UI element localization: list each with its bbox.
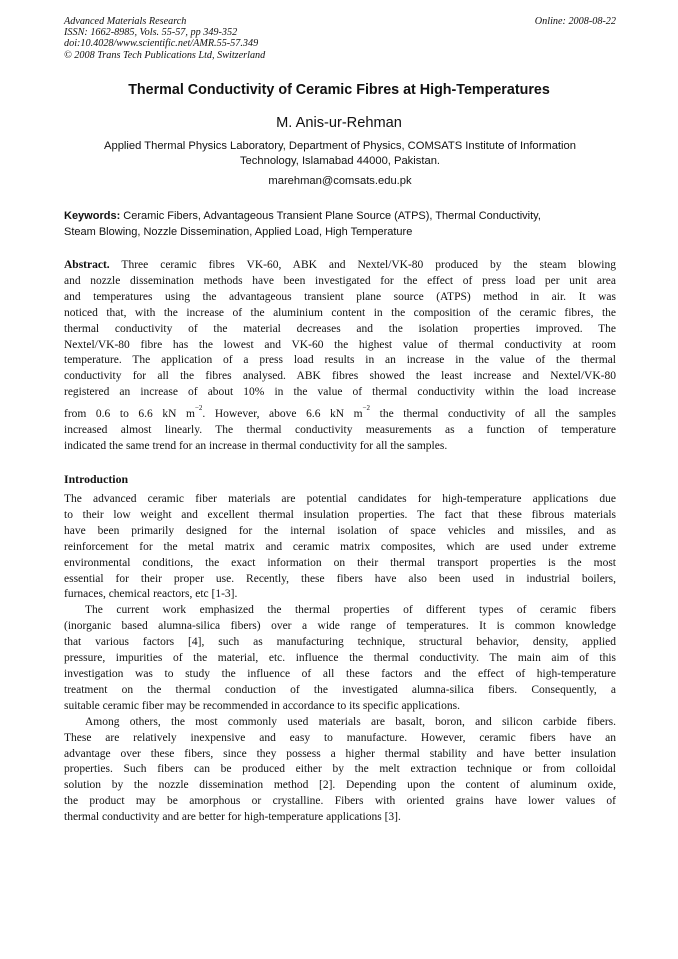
abstract-text: the thermal conductivity of all the samples [370, 408, 616, 421]
abstract-label: Abstract. [64, 259, 110, 271]
abstract-text: thermal conductivity of the material decreases and the isolation properties improved. The [64, 322, 616, 335]
doi-line: doi:10.4028/www.scientific.net/AMR.55-57.349 [64, 38, 259, 50]
section-heading: Introduction [64, 472, 129, 486]
body-line: reinforcement for the metal matrix and ceramic matrix composites, which are used under extreme [64, 540, 616, 553]
abstract-text: temperature. The application of a press load results in an increase in the value of the thermal [64, 354, 616, 367]
body-line: advantage over these fibers, since they possess a higher thermal stability and have better insulation [64, 747, 616, 760]
body-line: treatment on the thermal conduction of the investigated alumna-silica fibers. Consequently, a [64, 683, 616, 696]
body-line: essential for their proper use. Recently, these fibers have also been used in industrial boilers, [64, 572, 616, 585]
affiliation-line: Technology, Islamabad 44000, Pakistan. [239, 154, 441, 167]
body-line: the product may be amorphous or crystalline. Fibers with oriented grains have lower values of [64, 795, 616, 808]
keywords-text: Ceramic Fibers, Advantageous Transient Plane Source (ATPS), Thermal Conductivity, [120, 210, 541, 222]
body-line: properties. Such fibers can be produced either by the melt extraction technique or from colloidal [64, 763, 616, 776]
superscript: −2 [362, 404, 371, 413]
abstract [64, 258, 616, 455]
author-name: M. Anis-ur-Rehman [276, 115, 402, 131]
body-line: (inorganic based alumna-silica fibers) over a wide range of temperatures. It is common knowledge [64, 620, 616, 633]
keywords [64, 208, 616, 240]
body-line: have been primarily designed for the internal isolation of space vehicles and missiles, and as [64, 524, 616, 537]
body-line: environmental conditions, the exact information on their thermal transport properties is the most [64, 556, 616, 569]
body-line: These are relatively inexpensive and easy to manufacture. However, ceramic fibers have an [64, 731, 616, 744]
body-line: Among others, the most commonly used materials are basalt, boron, and silicon carbide fibers. [85, 715, 616, 728]
body-line: furnaces, chemical reactors, etc [1-3]. [64, 588, 238, 601]
body-line: The current work emphasized the thermal properties of different types of ceramic fibers [85, 604, 616, 617]
abstract-text: . However, above 6.6 kN m [202, 408, 363, 421]
issn-line: ISSN: 1662-8985, Vols. 55-57, pp 349-352 [64, 27, 238, 39]
affiliation-line: Applied Thermal Physics Laboratory, Department of Physics, COMSATS Institute of Information [104, 140, 576, 152]
abstract-text: conductivity for all the fibres analysed. ABK fibres showed the least increase and Nextel/VK-80 [64, 370, 616, 383]
body-line: that various factors [4], such as manufacturing technique, structural behavior, density, applied [64, 636, 616, 649]
abstract-text: noticed that, with the increase of the aluminium content in the composition of the ceramic fibres, the [64, 306, 616, 319]
body-line: The advanced ceramic fiber materials are potential candidates for high-temperature applications due [64, 493, 616, 505]
author-email: marehman@comsats.edu.pk [268, 175, 412, 187]
abstract-text: from 0.6 to 6.6 kN m [64, 408, 195, 421]
keywords-text: Steam Blowing, Nozzle Dissemination, Applied Load, High Temperature [64, 226, 413, 238]
copyright-line: © 2008 Trans Tech Publications Ltd, Switzerland [64, 49, 266, 61]
journal-header [64, 16, 616, 61]
journal-name: Advanced Materials Research [64, 16, 187, 27]
abstract-text: and nozzle dissemination methods have been investigated for the effect of press load per unit area [64, 274, 616, 287]
body-line: solution by the nozzle dissemination method [2]. Depending upon the content of aluminum oxide, [64, 779, 616, 792]
body-line: suitable ceramic fiber may be recommended in accordance to its specific applications. [64, 699, 460, 712]
body-line: pressure, impurities of the material, etc. influence the thermal conductivity. The main aim of this [64, 652, 616, 665]
online-date: Online: 2008-08-22 [534, 16, 616, 27]
abstract-text: indicated the same trend for an increase in thermal conductivity for all the samples. [64, 439, 448, 452]
superscript: −2 [194, 404, 203, 413]
abstract-text: registered an increase of about 10% in the value of thermal conductivity within the load increase [64, 386, 616, 399]
body-line: to their low weight and excellent thermal insulation properties. The fact that these fibrous materials [64, 508, 616, 521]
abstract-text: Nextel/VK-80 fibre has the lowest and VK-60 the highest value of thermal conductivity at room [64, 338, 616, 351]
body-line: thermal conductivity and are better for high-temperature applications [3]. [64, 811, 401, 824]
paper-title: Thermal Conductivity of Ceramic Fibres at High-Temperatures [128, 82, 550, 98]
abstract-text: and temperatures using the advantageous transient plane source (ATPS) method in air. It was [64, 290, 616, 303]
abstract-text: Three ceramic fibres VK-60, ABK and Nextel/VK-80 produced by the steam blowing [109, 259, 616, 271]
introduction-body [64, 492, 616, 826]
keywords-label: Keywords: [64, 210, 121, 222]
body-line: investigation was to study the influence of all these factors and the effect of high-temperature [64, 667, 616, 680]
abstract-text: increased almost linearly. The thermal conductivity measurements as a function of temperature [64, 424, 616, 437]
affiliation [64, 139, 616, 168]
